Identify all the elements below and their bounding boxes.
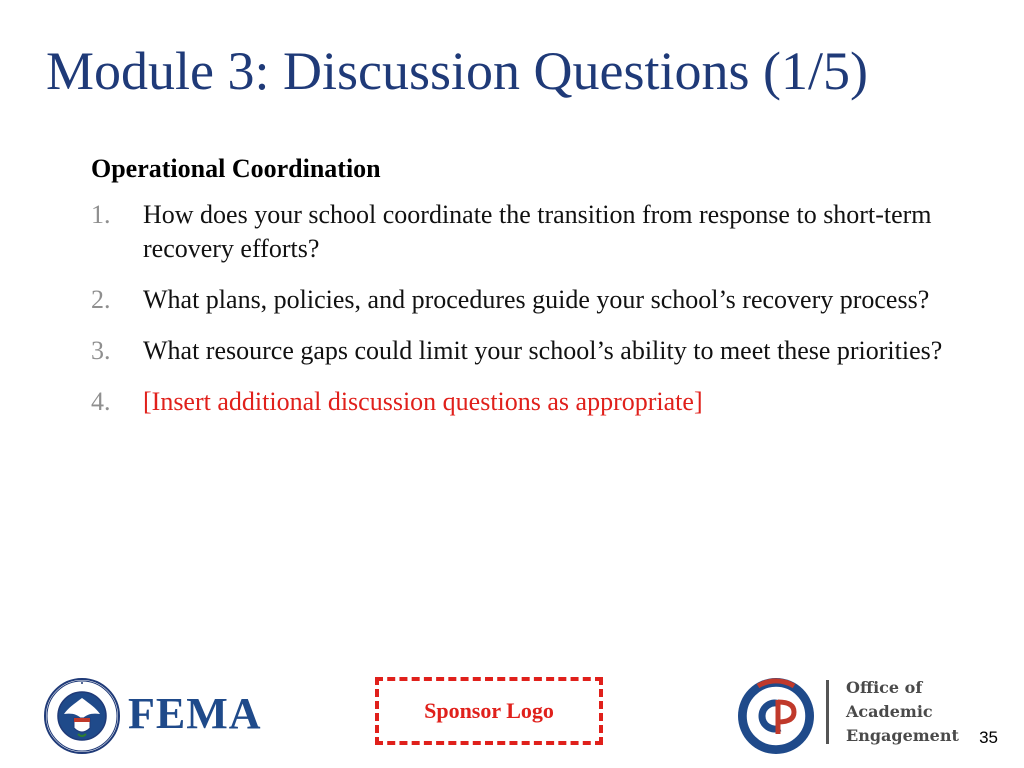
section-heading: Operational Coordination [91, 154, 381, 183]
question-number: 3. [91, 335, 111, 365]
question-item-1 [91, 198, 971, 266]
question-number: 4. [91, 386, 111, 416]
oae-line-3: Engagement [846, 726, 959, 745]
page-number: 35 [979, 728, 998, 747]
oae-line-1: Office of [846, 678, 923, 697]
oae-line-2: Academic [846, 702, 933, 721]
slide-title: Module 3: Discussion Questions (1/5) [46, 41, 868, 101]
campus-resilience-seal-icon [736, 676, 816, 756]
question-text: What resource gaps could limit your school’s ability to meet these priorities? [143, 335, 943, 365]
question-item-4-placeholder [91, 385, 971, 419]
question-placeholder-text: [Insert additional discussion questions as appropriate] [143, 386, 703, 416]
sponsor-logo-placeholder [375, 677, 603, 745]
question-item-2 [91, 283, 971, 317]
slide-content [91, 152, 971, 436]
question-list [91, 198, 971, 419]
question-text: How does your school coordinate the transition from response to short-term recovery efforts? [143, 199, 932, 263]
sponsor-logo-label: Sponsor Logo [424, 698, 554, 723]
footer-logos [0, 660, 1024, 768]
question-text: What plans, policies, and procedures guide your school’s recovery process? [143, 284, 930, 314]
question-number: 2. [91, 284, 111, 314]
question-item-3 [91, 334, 971, 368]
logo-divider [826, 680, 829, 744]
office-academic-engagement-logo [846, 676, 959, 748]
question-number: 1. [91, 199, 111, 229]
fema-wordmark: FEMA [128, 689, 262, 738]
dhs-seal-icon [44, 678, 120, 754]
